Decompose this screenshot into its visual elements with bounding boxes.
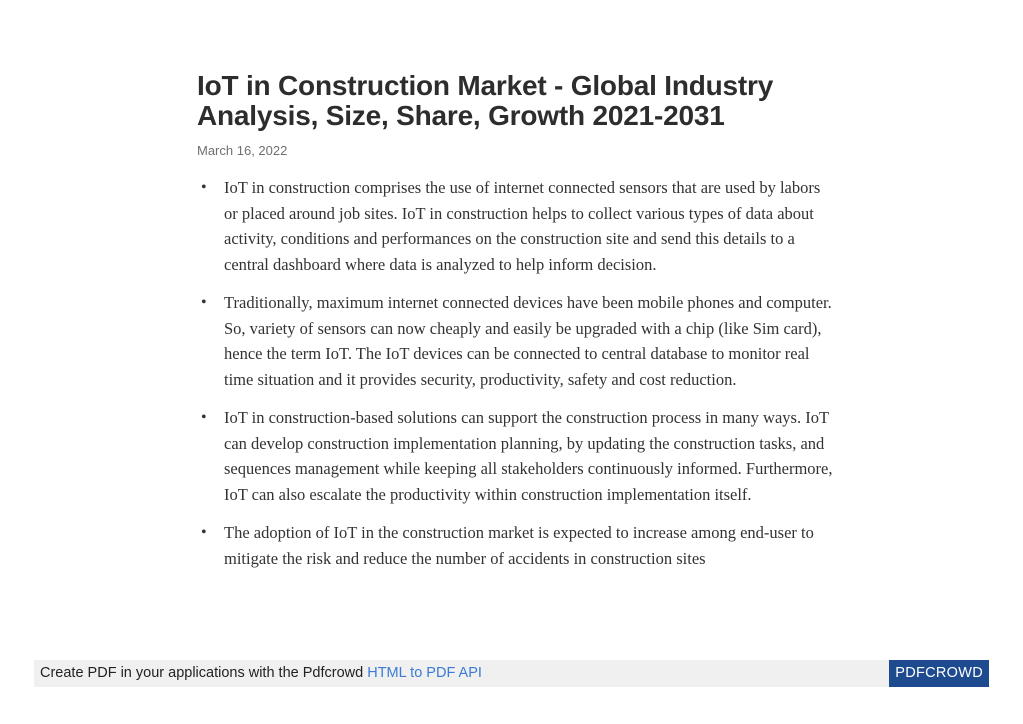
list-item-text: The adoption of IoT in the construction market is expected to increase among end-user to mitigate the risk and reduce the number of accidents in construction sites [224,523,814,568]
list-item [197,405,837,507]
list-item-text: IoT in construction comprises the use of internet connected sensors that are used by labors or placed around job sites. IoT in construction helps to collect various types of data about activity, conditions and performances on the construction site and send this details to a central dashboard where data is analyzed to help inform decision. [224,178,821,274]
list-item-text: Traditionally, maximum internet connected devices have been mobile phones and computer. So, variety of sensors can now cheaply and easily be upgraded with a chip (like Sim card), hence the term IoT. The IoT devices can be connected to central database to monitor real time situation and it provides security, productivity, safety and cost reduction. [224,293,832,389]
pdfcrowd-footer-bar [34,660,989,687]
list-item [197,520,837,571]
footer-text [40,660,482,687]
article-date: March 16, 2022 [197,143,288,158]
pdfcrowd-brand-link[interactable]: PDFCROWD [889,660,989,687]
bullet-icon: • [201,524,207,541]
list-item-text: IoT in construction-based solutions can support the construction process in many ways. IoT can develop construction implementation planning, by updating the construction tasks, and sequences management while keeping all stakeholders continuously informed. Furthermore, IoT can also escalate the productivity within construction implementation itself. [224,408,833,504]
bullet-list [197,175,837,571]
bullet-icon: • [201,409,207,426]
bullet-icon: • [201,294,207,311]
article [197,71,837,584]
bullet-icon: • [201,179,207,196]
html-to-pdf-api-link[interactable]: HTML to PDF API [367,665,482,681]
list-item [197,175,837,277]
footer-message: Create PDF in your applications with the Pdfcrowd [40,665,368,681]
article-title: IoT in Construction Market - Global Industry Analysis, Size, Share, Growth 2021-2031 [197,70,774,131]
list-item [197,290,837,392]
